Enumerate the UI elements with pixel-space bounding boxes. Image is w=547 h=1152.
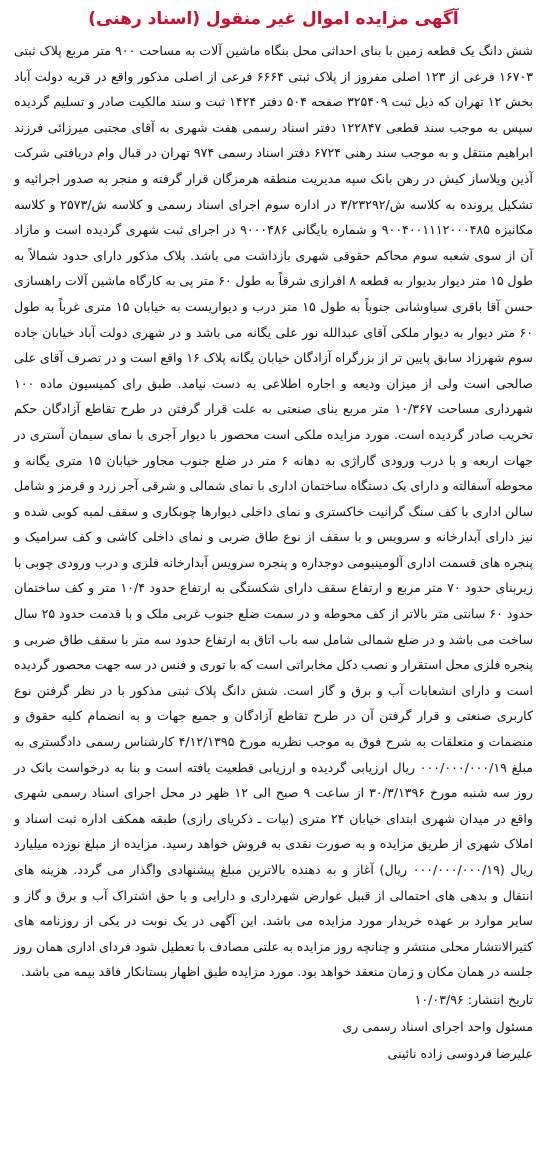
publish-date: تاریخ انتشار: ۱۰/۰۳/۹۶ <box>414 991 533 1007</box>
notice-body: شش دانگ یک قطعه زمین با بنای احداثی محل بنگاه ماشین آلات به مساحت ۹۰۰ متر مربع پلاک ثبتی ۱۶۷۰۳ فرعی از ۱۲۳ اصلی مفروز از پلاک ثبتی ۶۶۶۴ فرعی از اصلی مذکور واقع در قریه دولت آباد بخش ۱۲ تهران که ذیل ثبت ۳۲۵۴۰۹ صفحه ۵۰۴ دفتر ۱۴۲۴ ثبت و سند مالکیت صادر و تسلیم گردیده سپس به موجب سند قطعی ۱۲۲۸۴۷ دفتر اسناد رسمی هفت شهری به آقای مجتبی میرزائی فرزند ابراهیم منتقل و به موجب سند رهنی ۶۷۲۴ دفتر اسناد رسمی ۹۷۴ تهران در قبال وام دریافتی شرکت آذین ویلاساز کیش در رهن بانک سپه مدیریت منطقه هرمزگان قرار گرفته و منجر به صدور اجرائیه و تشکیل پرونده به کلاسه ش/۳/۲۳۲۹۲ در اداره سوم اجرای اسناد رسمی و کلاسه ش/۲۵۷۳ و کلاسه مکانیزه ۹۰۰۴۰۰۱۱۱۲۰۰۰۴۸۵ و شماره بایگانی ۹۰۰۰۴۸۶ در اجرای ثبت شهری گردیده است و مازاد آن از سوی شعبه سوم محاکم حقوقی شهری بازداشت می باشد. پلاک مذکور دارای حدود شمالاً به طول ۱۵ متر دیوار بدیوار به قطعه ۸ افرازی شرقاً به طول ۶۰ متر پی به کارگاه ماشین آلات راهسازی حسن آقا باقری سیاوشانی جنوباً به طول ۱۵ متر درب و دیواریست به خیابان ۱۵ متری غرباً به طول ۶۰ متر دیوار به دیوار ملکی آقای عبدالله نور علی یگانه می باشد و در شهری دولت آباد خیابان جاده سوم شهرزاد سابق پایین تر از بزرگراه آزادگان خیابان یگانه پلاک ۱۶ واقع است و در تصرف آقای علی صالحی است ولی از میزان ودیعه و اجاره اطلاعی به دست نیامد. طبق رای کمیسیون ماده ۱۰۰ شهرداری مساحت ۱۰/۳۶۷ متر مربع بنای صنعتی به علت قرار گرفتن در طرح تقاطع آزادگان حکم تخریب صادر گردیده است. مورد مزایده ملکی است محصور با دیوار آجری با نمای سیمان آستری در جهات اربعه و با درب ورودی گاراژی به دهانه ۶ متر در ضلع جنوب مجاور خیابان ۱۵ متری یگانه و محوطه آسفالته و دارای یک دستگاه ساختمان اداری با نمای شمالی و شرقی آجر زرد و قرمز و شامل سالن اداری با کف سنگ گرانیت خاکستری و نمای داخلی دیوارها چوبکاری و سقف لمبه کوبی شده و نیز دارای آبدارخانه و سرویس و با سقف از نوع طاق ضربی و نمای داخلی کاشی و کف سرامیک و پنجره های قسمت اداری آلومینیومی دوجداره و پنجره سرویس آبدارخانه فلزی و درب ورودی چوبی با زیربنای حدود ۷۰ متر مربع و ارتفاع سقف دارای شکستگی به ارتفاع حدود ۱۰/۴ متر و کف ساختمان حدود ۶۰ سانتی متر بالاتر از کف محوطه و در سمت ضلع جنوب غربی ملک و با قدمت حدود ۲۵ سال ساخت می باشد و در ضلع شمالی شامل سه باب اتاق به ارتفاع حدود سه متر با سقف طاق ضربی و پنجره فلزی محل استقرار و نصب دکل مخابراتی است که با توری و فنس در سه جهت محصور گردیده است و دارای انشعابات آب و برق و گاز است. شش دانگ پلاک ثبتی مذکور با در نظر گرفتن نوع کاربری صنعتی و قرار گرفتن آن در طرح تقاطع آزادگان و جمیع جهات و به انضمام کلیه حقوق و منضمات و متعلقات به شرح فوق به موجب نظریه مورخ ۴/۱۲/۱۳۹۵ کارشناس رسمی دادگستری به مبلغ ۰۰۰/۰۰۰/۰۰۰/۱۹ ریال ارزیابی گردیده و ارزیابی قطعیت یافته است و بنا به درخواست بانک در روز سه شنبه مورخ ۳۰/۳/۱۳۹۶ از ساعت ۹ صبح الی ۱۲ ظهر در محل اجرای اسناد رسمی شهری واقع در میدان شهری ابتدای خیابان ۲۴ متری (بیات ـ ذکریای رازی) طبقه همکف اداره ثبت اسناد و املاک شهری از طریق مزایده و به صورت نقدی به فروش خواهد رسید. مزایده از مبلغ نوزده میلیارد ریال (۰۰۰/۰۰۰/۰۰۰/۱۹ ریال) آغاز و به دهنده بالاترین مبلغ پیشنهادی واگذار می گردد. هزینه های انتقال و بدهی های احتمالی از قبیل عوارض شهرداری و دارایی و یا حق اشتراک آب و برق و گاز و سایر موارد بر عهده خریدار مورد مزایده می باشد. این آگهی در یک نوبت در یکی از روزنامه های کثیرالانتشار محلی منتشر و چنانچه روز مزایده به علتی مصادف با تعطیل شود فردای اداری همان روز جلسه در همان مکان و زمان منعقد خواهد بود. مورد مزایده طبق اظهار بستانکار فاقد بیمه می باشد. <box>14 43 534 980</box>
signature-name: علیرضا فردوسی زاده نائینی <box>387 1045 533 1061</box>
auction-notice <box>14 4 533 1148</box>
notice-footer <box>14 987 533 1067</box>
signature-title: مسئول واحد اجرای اسناد رسمی ری <box>342 1018 533 1034</box>
notice-title: آگهی مزایده اموال غیر منقول (اسناد رهنی) <box>88 9 459 29</box>
